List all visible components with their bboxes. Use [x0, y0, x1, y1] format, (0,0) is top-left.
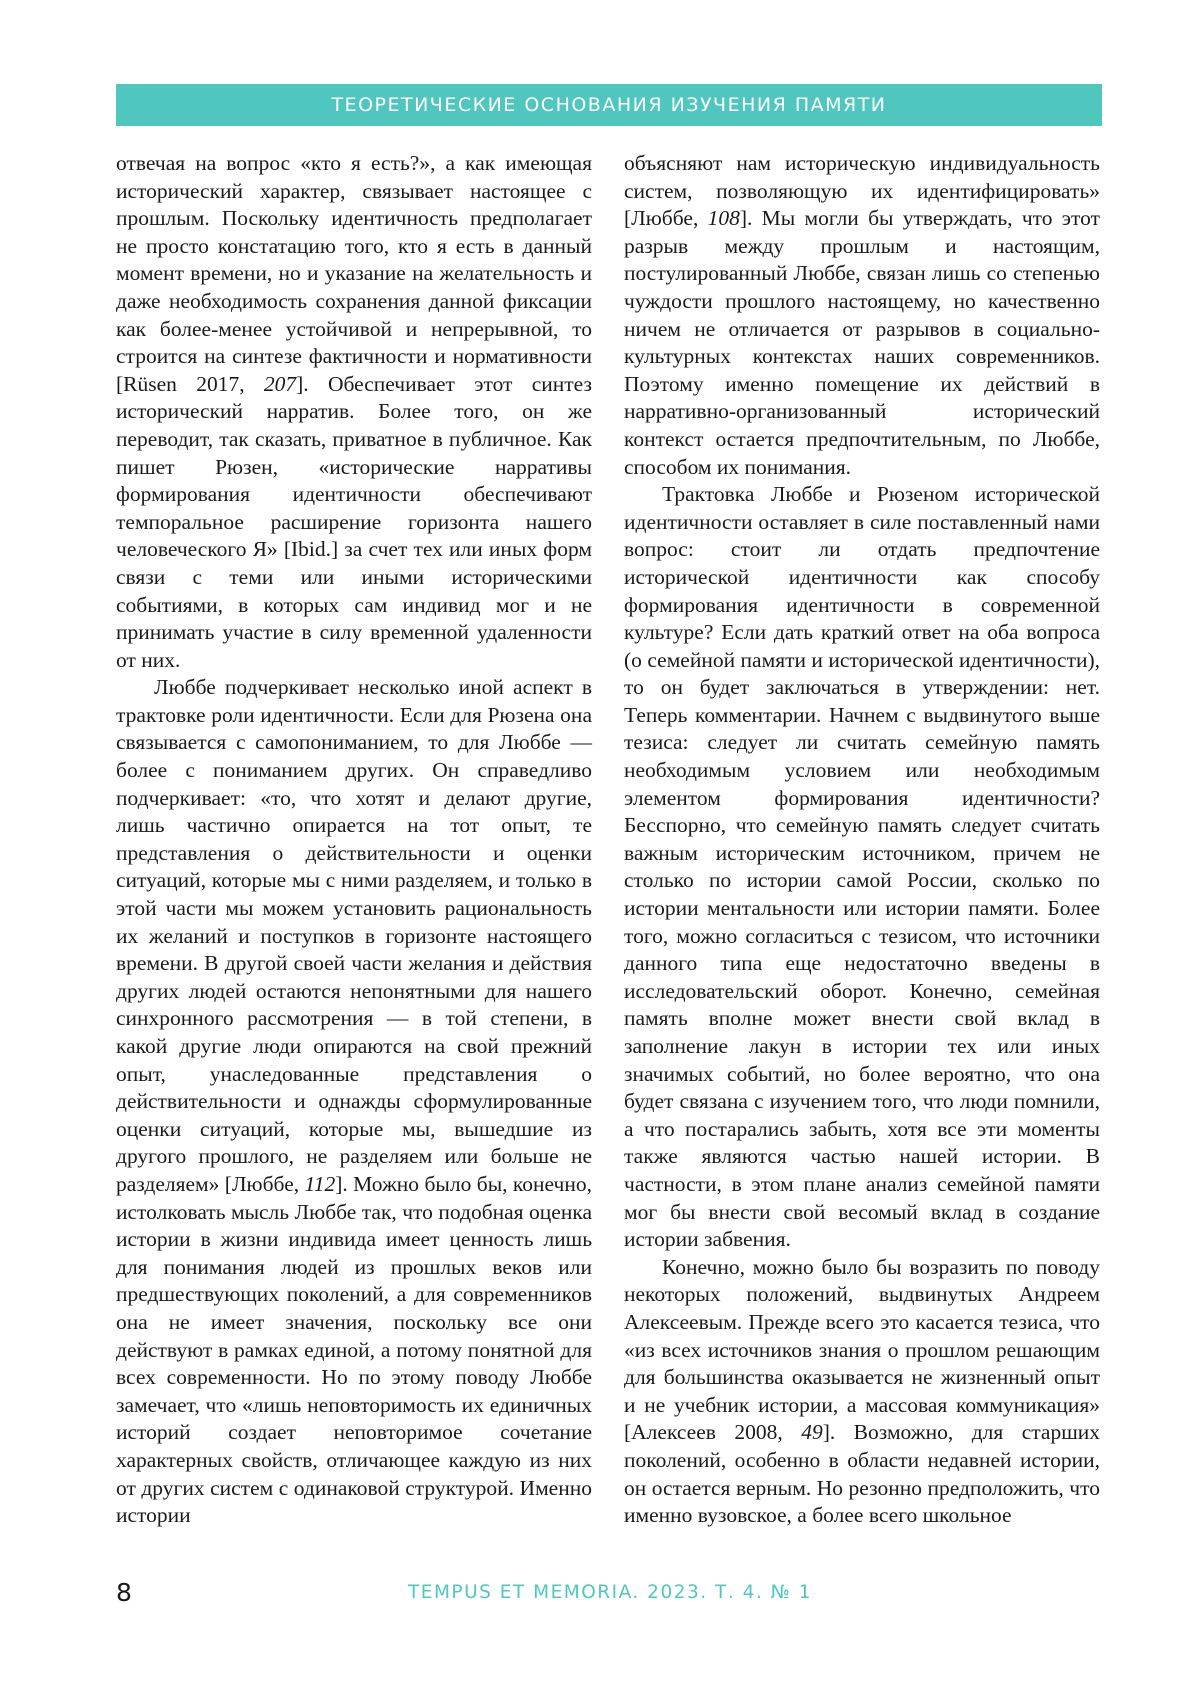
- text-run: Трактовка Люббе и Рюзеном исторической идентичности оставляет в силе поставленный нами вопрос: стоит ли отдать предпочтение исторической идентичности как способу формирования идентичности в современной культуре? Если дать краткий ответ на оба вопроса (о семейной памяти и исторической идентичности), то он будет заключаться в утверждении: нет. Теперь комментарии. Начнем с выдвинутого выше тезиса: следует ли считать семейную память необходимым условием или необходимым элементом формирования идентичности? Бесспорно, что семейную память следует считать важным историческим источником, причем не столько по истории самой России, сколько по истории ментальности или истории памяти. Более того, можно согласиться с тезисом, что источники данного типа еще недостаточно введены в исследовательский оборот. Конечно, семейная память вполне может внести свой вклад в заполнение лакун в истории тех или иных значимых событий, но более вероятно, что она будет связана с изучением того, что люди помнили, а что постарались забыть, хотя все эти моменты также являются частью нашей истории. В частности, в этом плане анализ семейной памяти мог бы внести свой весомый вклад в создание истории забвения.: [624, 482, 1100, 1252]
- right-paragraph-1: [624, 150, 1100, 481]
- right-column: [624, 150, 1100, 1530]
- text-run: отвечая на вопрос «кто я есть?», а как имеющая исторический характер, связывает настоящее с прошлым. Поскольку идентичность предполагает не просто констатацию того, кто я есть в данный момент времени, но и указание на желательность и даже необходимость сохранения данной фиксации как более-менее устойчивой и непрерывной, то строится на синтезе фактичности и нормативности [Rüsen 2017,: [116, 151, 592, 396]
- page-number: 8: [116, 1578, 132, 1607]
- text-run: объясняют нам историческую индивидуальность систем, позволяющую их идентифицировать» [Люббе,: [624, 151, 1100, 231]
- journal-footer: TEMPUS ET MEMORIA. 2023. Т. 4. № 1: [407, 1582, 813, 1603]
- left-paragraph-1: [116, 150, 592, 674]
- left-column: [116, 150, 592, 1530]
- section-header-title: ТЕОРЕТИЧЕСКИЕ ОСНОВАНИЯ ИЗУЧЕНИЯ ПАМЯТИ: [331, 94, 887, 116]
- text-run: Люббе подчеркивает несколько иной аспект в трактовке роли идентичности. Если для Рюзена она связывается с самопониманием, то для Люббе — более с пониманием других. Он справедливо подчеркивает: «то, что хотят и делают другие, лишь частично опирается на тот опыт, те представления о действительности и оценки ситуаций, которые мы с ними разделяем, и только в этой части мы можем установить рациональность их желаний и поступков в горизонте настоящего времени. В другой своей части желания и действия других людей остаются непонятными для нашего синхронного рассмотрения — в той степени, в какой другие люди опираются на свой прежний опыт, унаследованные представления о действительности и однажды сформулированные оценки ситуаций, которые мы, вышедшие из другого прошлого, не разделяем или больше не разделяем» [Люббе,: [116, 675, 592, 1196]
- right-paragraph-3: [624, 1254, 1100, 1530]
- text-run: ]. Возможно, для старших поколений, особенно в области недавней истории, он остается верным. Но резонно предположить, что именно вузовское, а более всего школьное: [624, 1420, 1100, 1528]
- text-run: ]. Мы могли бы утверждать, что этот разрыв между прошлым и настоящим, постулированный Люббе, связан лишь со степенью чуждости прошлого настоящему, но качественно ничем не отличается от разрывов в социально-культурных контекстах наших современников. Поэтому именно помещение их действий в нарративно-организованный исторический контекст остается предпочтительным, по Люббе, способом их понимания.: [624, 206, 1100, 479]
- text-run: ]. Обеспечивает этот синтез исторический нарратив. Более того, он же переводит, так сказать, приватное в публичное. Как пишет Рюзен, «исторические нарративы формирования идентичности обеспечивают темпоральное расширение горизонта нашего человеческого Я» [Ibid.] за счет тех или иных форм связи с теми или иными историческими событиями, в которых сам индивид мог и не принимать участие в силу временной удаленности от них.: [116, 371, 592, 672]
- citation-page: 108: [707, 206, 740, 231]
- text-run: Конечно, можно было бы возразить по поводу некоторых положений, выдвинутых Андреем Алексеевым. Прежде всего это касается тезиса, что «из всех источников знания о прошлом решающим для большинства оказывается не жизненный опыт и не учебник истории, а массовая коммуникация» [Алексеев 2008,: [624, 1254, 1100, 1445]
- text-run: ]. Можно было бы, конечно, истолковать мысль Люббе так, что подобная оценка истории в жизни индивида имеет ценность лишь для понимания людей из прошлых веков или предшествующих поколений, а для современников она не имеет значения, поскольку все они действуют в рамках единой, а потому понятной для всех современности. Но по этому поводу Люббе замечает, что «лишь неповторимость их единичных историй создает неповторимое сочетание характерных свойств, отличающее каждую из них от других систем с одинаковой структурой. Именно истории: [116, 1171, 592, 1528]
- citation-page: 112: [304, 1171, 336, 1196]
- right-paragraph-2: [624, 481, 1100, 1254]
- section-header-bar: [116, 84, 1102, 126]
- left-paragraph-2: [116, 674, 592, 1529]
- citation-page: 49: [801, 1420, 823, 1445]
- citation-page: 207: [263, 371, 297, 396]
